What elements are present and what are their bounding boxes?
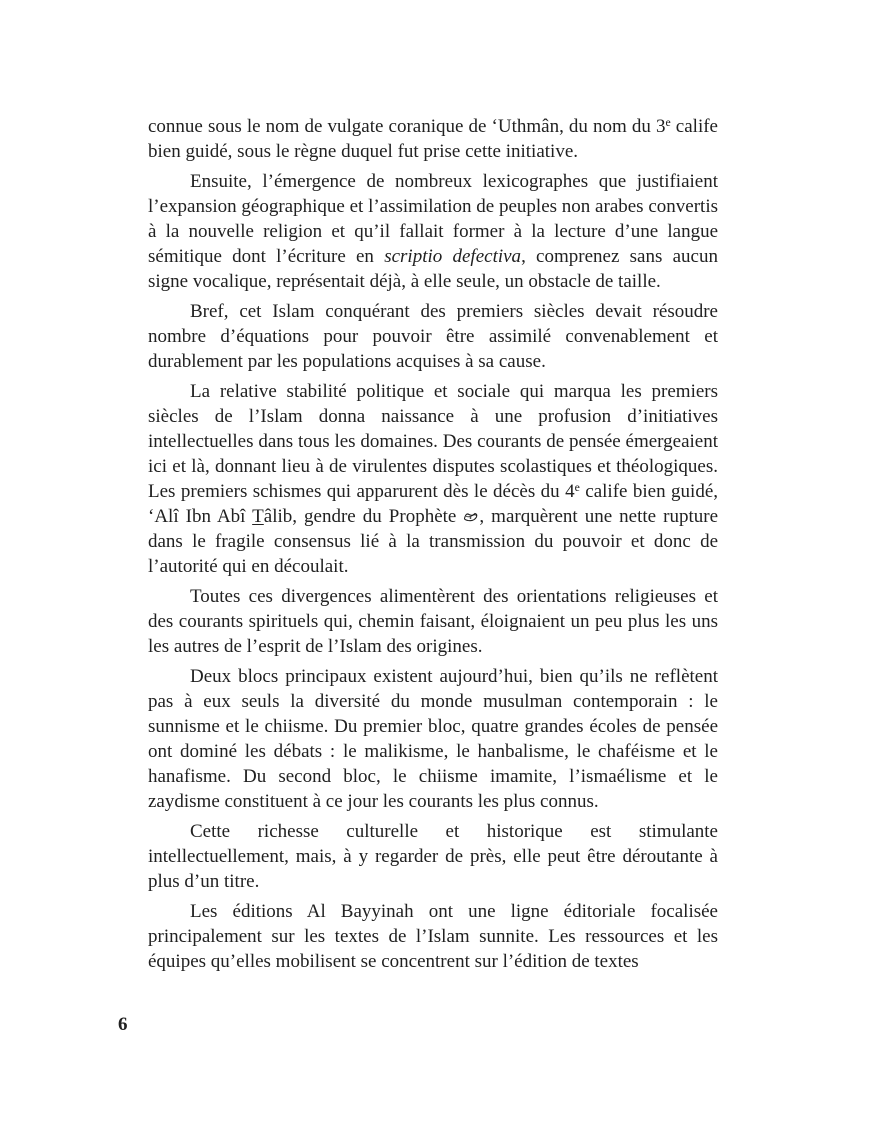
paragraph bbox=[148, 664, 723, 814]
paragraph bbox=[148, 169, 723, 294]
paragraph bbox=[148, 299, 723, 374]
text-segment: Ensuite, l’émergence de nombreux lexicographes que justifiaient l’expansion géographique et l’assimilation de peuples non arabes convertis à la nouvelle religion et qu’il fallait former à la lecture d’une langue sémitique dont l’écriture en bbox=[148, 171, 723, 267]
text-segment: e bbox=[665, 116, 671, 130]
text-segment: scriptio defectiva bbox=[384, 246, 522, 267]
paragraph bbox=[148, 819, 723, 894]
text-segment: Deux blocs principaux existent aujourd’hui, bien qu’ils ne reflètent pas à eux seuls la diversité du monde musulman contemporain : le sunnisme et le chiisme. Du premier bloc, quatre grandes écoles de pensée ont dominé les débats : le malikisme, le hanbalisme, le chaféisme et le hanafisme. Du second bloc, le chiisme imamite, l’ismaélisme et le zaydisme constituent à ce jour les courants les plus connus. bbox=[148, 666, 723, 812]
text-segment: , marquèrent une nette rupture dans le fragile consensus lié à la transmission du pouvoir et donc de l’autorité qui en découlait. bbox=[148, 506, 723, 577]
text-segment: Les éditions Al Bayyinah ont une ligne éditoriale focalisée principalement sur les textes de l’Islam sunnite. Les ressources et les équipes qu’elles mobilisent se concentrent sur l’édition de textes bbox=[148, 901, 723, 972]
paragraph bbox=[148, 899, 723, 974]
text-segment: e bbox=[574, 481, 580, 495]
text-segment: calife bien guidé, sous le règne duquel fut prise cette initiative. bbox=[148, 116, 723, 162]
paragraph bbox=[148, 584, 723, 659]
text-segment: Bref, cet Islam conquérant des premiers siècles devait résoudre nombre d’équations pour pouvoir être assimilé convenablement et durablement par les populations acquises à sa cause. bbox=[148, 301, 723, 372]
paragraph bbox=[148, 114, 723, 164]
pbuh-calligraphy-icon bbox=[463, 506, 479, 527]
text-segment: La relative stabilité politique et sociale qui marqua les premiers siècles de l’Islam donna naissance à une profusion d’initiatives intellectuelles dans tous les domaines. Des courants de pensée émergeaient ici et là, donnant lieu à de virulentes disputes scolastiques et théologiques. Les premiers schismes qui apparurent dès le décès du 4 bbox=[148, 381, 723, 502]
text-block bbox=[148, 114, 723, 979]
text-segment: , comprenez sans aucun signe vocalique, représentait déjà, à elle seule, un obstacle de taille. bbox=[148, 246, 723, 292]
page-number: 6 bbox=[118, 1014, 128, 1035]
text-segment: calife bien guidé, ‘Alî Ibn Abî bbox=[148, 481, 723, 527]
text-segment: Cette richesse culturelle et historique est stimulante intellectuellement, mais, à y regarder de près, elle peut être déroutante à plus d’un titre. bbox=[148, 821, 723, 892]
paragraph bbox=[148, 379, 723, 579]
text-segment: connue sous le nom de vulgate coranique de ‘Uthmân, du nom du 3 bbox=[148, 116, 666, 137]
text-segment: T bbox=[252, 506, 264, 527]
text-segment: Toutes ces divergences alimentèrent des orientations religieuses et des courants spirituels qui, chemin faisant, éloignaient un peu plus les uns les autres de l’esprit de l’Islam des origines. bbox=[148, 586, 723, 657]
text-segment: âlib, gendre du Prophète bbox=[263, 506, 464, 527]
